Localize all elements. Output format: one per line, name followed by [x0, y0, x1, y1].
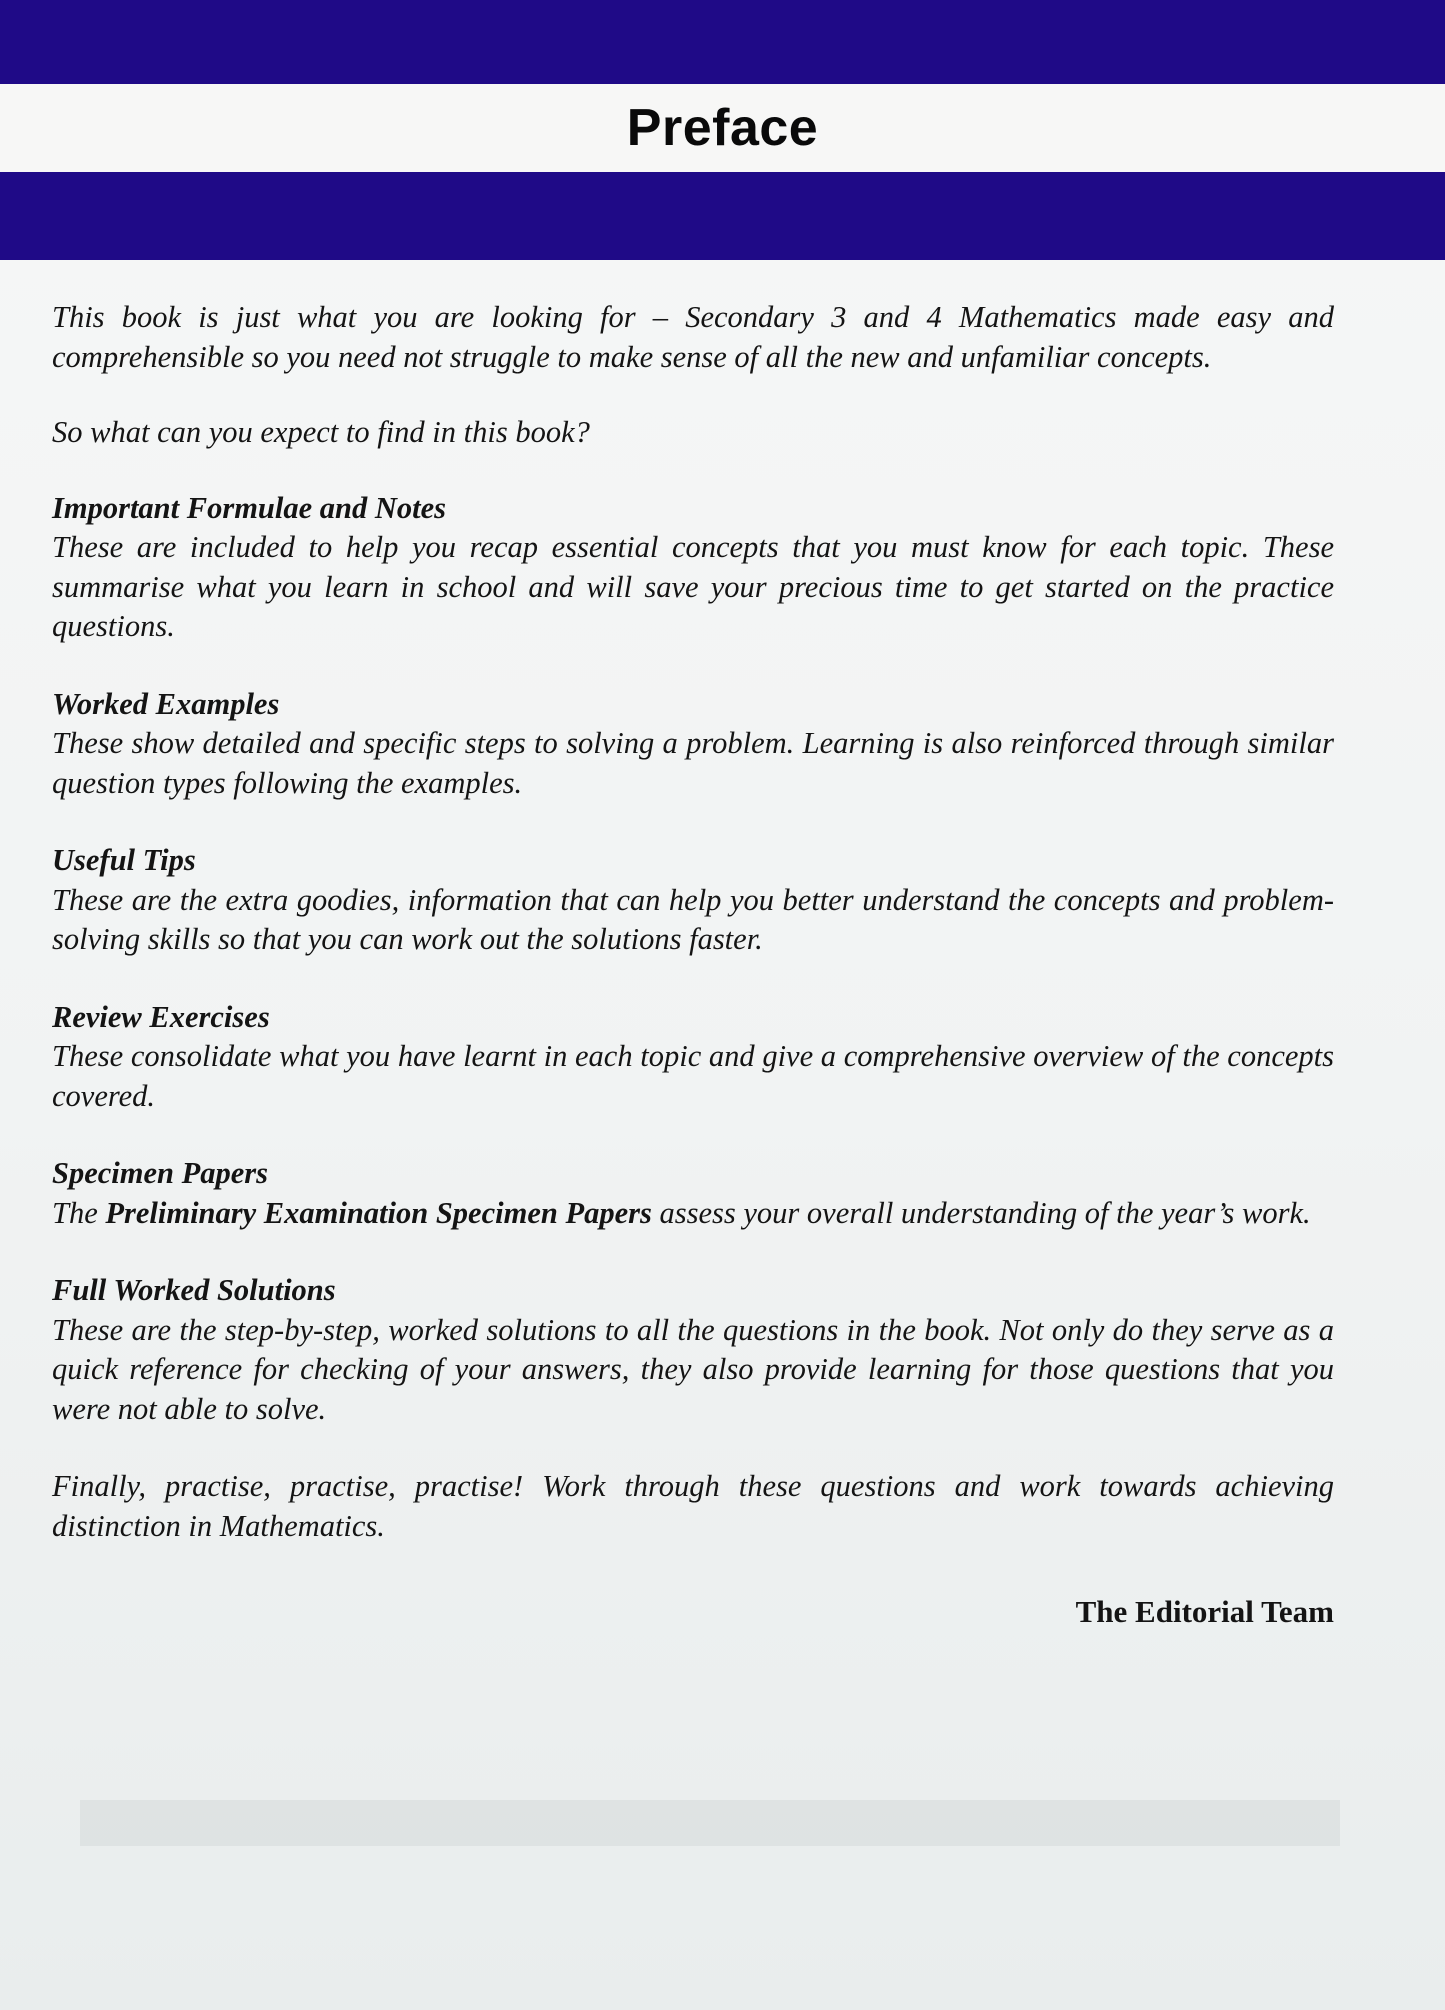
- header-band-top: [0, 0, 1445, 84]
- intro-paragraph: This book is just what you are looking for – Secondary 3 and 4 Mathematics made easy and comprehensible so you need not struggle to make sense of all the new and unfamiliar concepts.: [52, 300, 1334, 374]
- section-heading: Full Worked Solutions: [52, 1273, 336, 1307]
- section-specimen-papers: [52, 1154, 1334, 1233]
- signature: The Editorial Team: [1075, 1594, 1334, 1629]
- section-body: [52, 1194, 1334, 1234]
- body-prefix: The: [52, 1195, 106, 1230]
- section-heading: Review Exercises: [52, 999, 270, 1034]
- intro-question: So what can you expect to find in this book?: [52, 415, 590, 449]
- body-suffix: assess your overall understanding of the year’s work.: [651, 1195, 1311, 1230]
- section-worked-examples: [52, 685, 1334, 804]
- body-bold-emphasis: Preliminary Examination Specimen Papers: [105, 1195, 652, 1230]
- section-heading: Useful Tips: [52, 843, 196, 877]
- section-useful-tips: [52, 841, 1334, 960]
- section-heading: Worked Examples: [52, 686, 280, 721]
- section-body: These are the extra goodies, information that can help you better understand the concepts and problem-solving skills so that you can work out the solutions faster.: [52, 882, 1334, 956]
- page-title: Preface: [626, 99, 819, 157]
- preface-content: [52, 298, 1334, 1632]
- header-band-bottom: [0, 172, 1445, 260]
- title-strip: [0, 84, 1445, 172]
- page-show-through-shading: [80, 1800, 1340, 1846]
- section-body: These consolidate what you have learnt in each topic and give a comprehensive overview of the concepts covered.: [52, 1039, 1334, 1113]
- section-review-exercises: [52, 998, 1334, 1117]
- section-body: These show detailed and specific steps to solving a problem. Learning is also reinforced through similar question types following the examples.: [52, 726, 1334, 800]
- section-body: These are included to help you recap essential concepts that you must know for each topic. These summarise what you learn in school and will save your precious time to get started on the practice questions.: [52, 530, 1334, 643]
- closing-paragraph: Finally, practise, practise, practise! Work through these questions and work towards achieving distinction in Mathematics.: [52, 1469, 1334, 1543]
- section-heading: Specimen Papers: [52, 1156, 269, 1190]
- section-heading: Important Formulae and Notes: [52, 490, 447, 525]
- section-body: These are the step-by-step, worked solutions to all the questions in the book. Not only do they serve as a quick reference for checking of your answers, they also provide learning for those questions that you were not able to solve.: [52, 1312, 1334, 1426]
- section-important-formulae: [52, 489, 1334, 647]
- section-full-worked-solutions: [52, 1271, 1334, 1429]
